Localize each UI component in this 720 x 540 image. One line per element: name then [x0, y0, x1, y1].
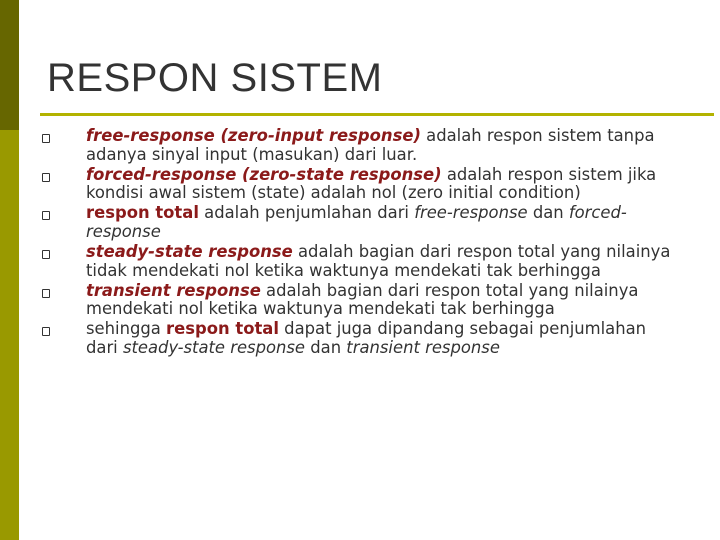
square-bullet-icon [42, 289, 50, 298]
term-respon-total: respon total [86, 203, 199, 223]
bullet-sehingga [38, 320, 678, 357]
title-underline [40, 113, 714, 116]
term-italic: transient response [346, 338, 500, 358]
term-forced-response: forced-response (zero-state response) [86, 164, 442, 184]
bullet-text: adalah penjumlahan dari [198, 203, 415, 223]
square-bullet-icon [42, 211, 50, 220]
slide-title: RESPON SISTEM [47, 56, 383, 100]
term-free-response: free-response (zero-input response) [86, 126, 421, 145]
bullet-text: dapat juga dipandang sebagai penjumlahan dari [86, 319, 647, 358]
term-italic: free-response [414, 203, 528, 223]
term-italic: steady-state response [122, 338, 306, 358]
bullet-text: adalah bagian dari respon total yang nilainya mendekati nol ketika waktunya mendekati tak berhingga [86, 280, 639, 319]
bullet-text: dan [527, 203, 569, 223]
term-steady-state-response: steady-state response [86, 242, 293, 262]
bullet-forced-response [38, 166, 678, 203]
bullet-respon-total [38, 204, 678, 241]
sidebar-light-band [0, 130, 19, 540]
bullet-list [38, 127, 678, 359]
square-bullet-icon [42, 327, 50, 336]
square-bullet-icon [42, 173, 50, 182]
bullet-text: adalah bagian dari respon total yang nilainya tidak mendekati nol ketika waktunya mendekati tak berhingga [86, 242, 671, 280]
square-bullet-icon [42, 250, 50, 259]
bullet-transient [38, 282, 678, 319]
sidebar-dark-band [0, 0, 19, 130]
bullet-text: sehingga [86, 319, 167, 339]
bullet-steady-state [38, 243, 678, 280]
square-bullet-icon [42, 134, 50, 143]
term-respon-total: respon total [166, 319, 279, 339]
bullet-text: adalah respon sistem tanpa adanya sinyal input (masukan) dari luar. [86, 126, 655, 164]
term-transient-response: transient response [86, 280, 261, 300]
bullet-text: dan [305, 338, 347, 358]
term-italic: forced-response [86, 203, 627, 241]
bullet-free-response [38, 127, 678, 164]
bullet-text: adalah respon sistem jika kondisi awal sistem (state) adalah nol (zero initial condition) [86, 164, 657, 203]
